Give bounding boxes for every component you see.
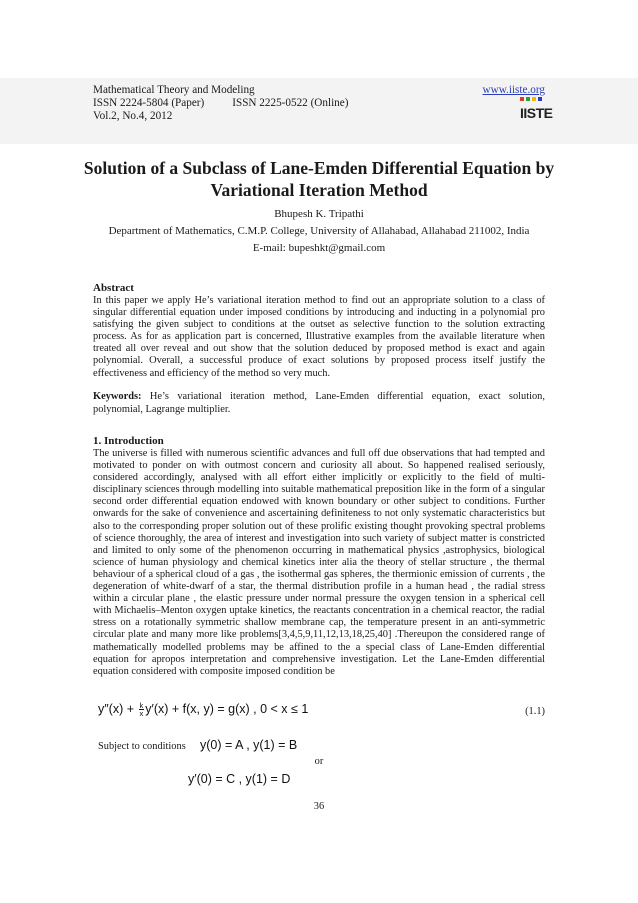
issn-line (93, 97, 348, 110)
issn-online: ISSN 2225-0522 (Online) (232, 97, 349, 109)
journal-url-link[interactable]: www.iiste.org (482, 84, 545, 96)
logo-square-red (520, 97, 524, 101)
journal-name: Mathematical Theory and Modeling (93, 84, 255, 96)
iiste-logo (520, 97, 553, 121)
paper-title: Solution of a Subclass of Lane-Emden Differential Equation by Variational Iteration Method (83, 158, 555, 200)
condition-set-1: y(0) = A , y(1) = B (200, 738, 298, 752)
issn-paper: ISSN 2224-5804 (Paper) (93, 97, 205, 109)
equation-lhs-start: y″(x) + (98, 702, 138, 716)
logo-wordmark: IISTE (520, 105, 553, 121)
introduction-heading: 1. Introduction (93, 435, 164, 447)
logo-square-green (526, 97, 530, 101)
volume-line: Vol.2, No.4, 2012 (93, 110, 173, 122)
author-name: Bhupesh K. Tripathi (274, 208, 364, 220)
author-affiliation: Department of Mathematics, C.M.P. College, University of Allahabad, Allahabad 211002, India (108, 225, 530, 237)
conditions-label: Subject to conditions (98, 741, 186, 752)
abstract-heading: Abstract (93, 282, 134, 294)
equation-1-1 (98, 702, 308, 717)
keywords (93, 390, 545, 416)
author-email: E-mail: bupeshkt@gmail.com (252, 242, 386, 254)
logo-square-yellow (532, 97, 536, 101)
equation-lhs-rest: y′(x) + f(x, y) = g(x) , 0 < x ≤ 1 (145, 702, 309, 716)
keywords-label: Keywords: (93, 391, 142, 402)
condition-set-2: y′(0) = C , y(1) = D (188, 772, 291, 786)
equation-number: (1.1) (525, 706, 545, 717)
abstract-text: In this paper we apply He’s variational iteration method to find out an appropriate solution to a class of singular differential equation under imposed conditions by introducing and inducting in a polynomial pro satisfying the given subject to conditions at the outset as selective function to the solution extracting process. As for as application part is concerned, Illustrative examples from the available literature when treated all over reveal and out show that the solution deduced by proposed method is exact and again polynomial. Overall, a successful produce of exact solutions by proposed process itself justify the effectiveness and efficiency of the method so very much. (93, 295, 545, 379)
logo-square-blue (538, 97, 542, 101)
introduction-text: The universe is filled with numerous scientific advances and full off due observations that had tempted and motivated to ponder on with outmost concern and curiosity all about. So happened realised seriously, considered accordingly, analysed with all effort either implicitly or explicitly to the field of multi-disciplinary sciences through modelling into suitable mathematical preposition like in the form of a singular second order differential equation endowed with known boundary or other subject to conditions. Further onwards for the sake of convenience and ascertaining definiteness to not only systematic characteristics but also to the corresponding proper solution out of these prolific existing thought provoking spectral problems of science thoroughly, the area of interest and investigation into such variety of subject matter is constricted and limited to only some of the phenomenon occurring in mathematical physics ,astrophysics, biological science of human physiology and chemical kinetics inter alia the theory of stellar structure , the thermal behaviour of a spherical cloud of a gas , the isothermal gas spheres, the thermionic emission of currents , the degeneration of white-dwarf of a star, the thermal distribution profile in a human head , the radial stress within a circular plane , the elastic pressure under normal pressure the oxygen tension in a spherical cell with Michaelis–Menton oxygen uptake kinetics, the reactants concentration in a chemical reactor, the radial stress on a rotationally symmetric shallow membrane cap, the temperature present in an anti-symmetric circular plate and many more like problems[3,4,5,9,11,12,13,18,25,40] .Thereupon the considered range of mathematically modelled problems may be affined to the a special class of Lane-Emden differential equation for apropos interpretation and comprehensive investigation. Let the Lane-Emden differential equation considered with composite imposed condition be (93, 448, 545, 677)
or-separator: or (314, 756, 324, 767)
fraction-numerator: k (139, 701, 144, 711)
page-number: 36 (313, 801, 325, 812)
equation-fraction (139, 702, 145, 717)
keywords-text: He’s variational iteration method, Lane-Emden differential equation, exact solution, polynomial, Lagrange multiplier. (93, 391, 545, 416)
fraction-denominator: x (139, 709, 144, 719)
